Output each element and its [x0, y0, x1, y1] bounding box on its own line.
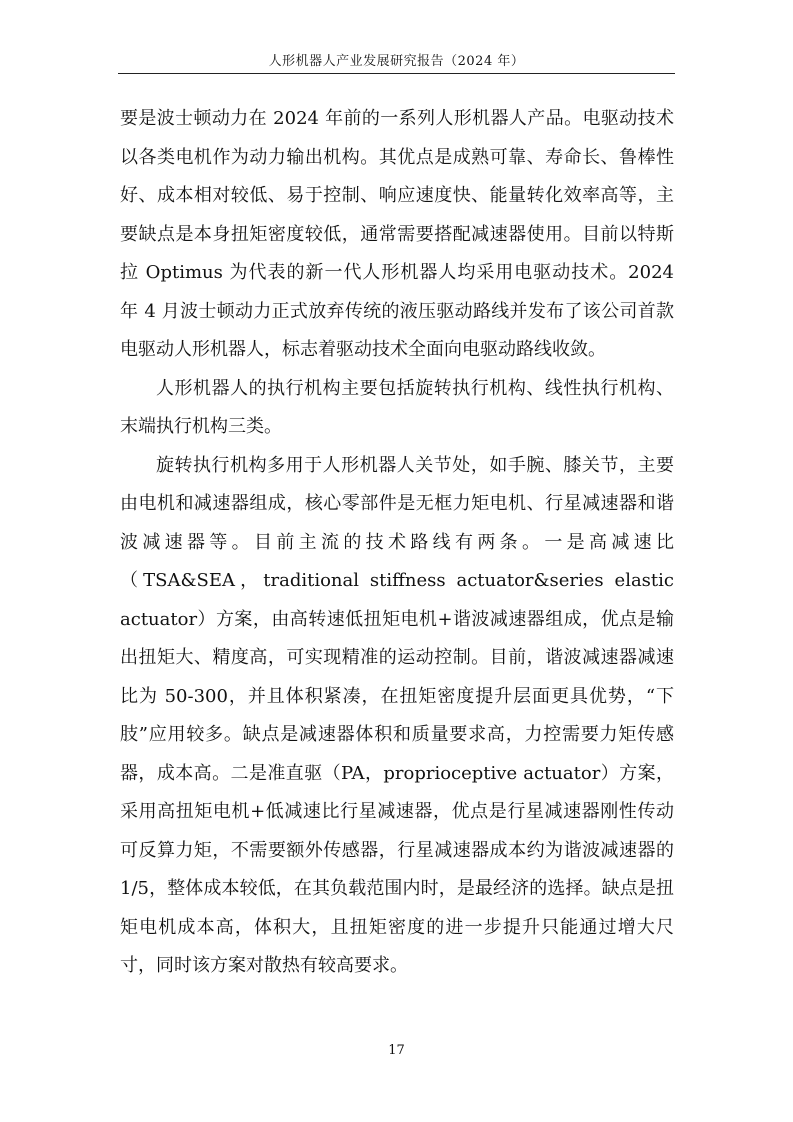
paragraph-continued: 要是波士顿动力在 2024 年前的一系列人形机器人产品。电驱动技术以各类电机作为动力输出机构。其优点是成熟可靠、寿命长、鲁棒性好、成本相对较低、易于控制、响应速度快、能量转化效率高等，主要缺点是本身扭矩密度较低，通常需要搭配减速器使用。目前以特斯拉 Optimus 为代表的新一代人形机器人均采用电驱动技术。2024 年 4 月波士顿动力正式放弃传统的液压驱动路线并发布了该公司首款电驱动人形机器人，标志着驱动技术全面向电驱动路线收敛。 [120, 108, 674, 360]
paragraph-rotary-actuator: 旋转执行机构多用于人形机器人关节处，如手腕、膝关节，主要由电机和减速器组成，核心零部件是无框力矩电机、行星减速器和谐波减速器等。目前主流的技术路线有两条。一是高减速比（TSA&SEA，traditional stiffness actuator&series elastic actuator）方案，由高转速低扭矩电机+谐波减速器组成，优点是输出扭矩大、精度高，可实现精准的运动控制。目前，谐波减速器减速比为 50-300，并且体积紧凑，在扭矩密度提升层面更具优势，“下肢”应用较多。缺点是减速器体积和质量要求高，力控需要力矩传感器，成本高。二是准直驱（PA，proprioceptive actuator）方案，采用高扭矩电机+低减速比行星减速器，优点是行星减速器刚性传动可反算力矩，不需要额外传感器，行星减速器成本约为谐波减速器的 1/5，整体成本较低，在其负载范围内时，是最经济的选择。缺点是扭矩电机成本高，体积大，且扭矩密度的进一步提升只能通过增大尺寸，同时该方案对散热有较高要求。 [120, 454, 674, 976]
running-header: 人形机器人产业发展研究报告（2024 年） [268, 54, 525, 69]
header-divider [118, 73, 675, 74]
paragraph-actuator-types: 人形机器人的执行机构主要包括旋转执行机构、线性执行机构、末端执行机构三类。 [120, 377, 674, 437]
page-number: 17 [388, 1043, 405, 1058]
body-text [120, 100, 674, 986]
